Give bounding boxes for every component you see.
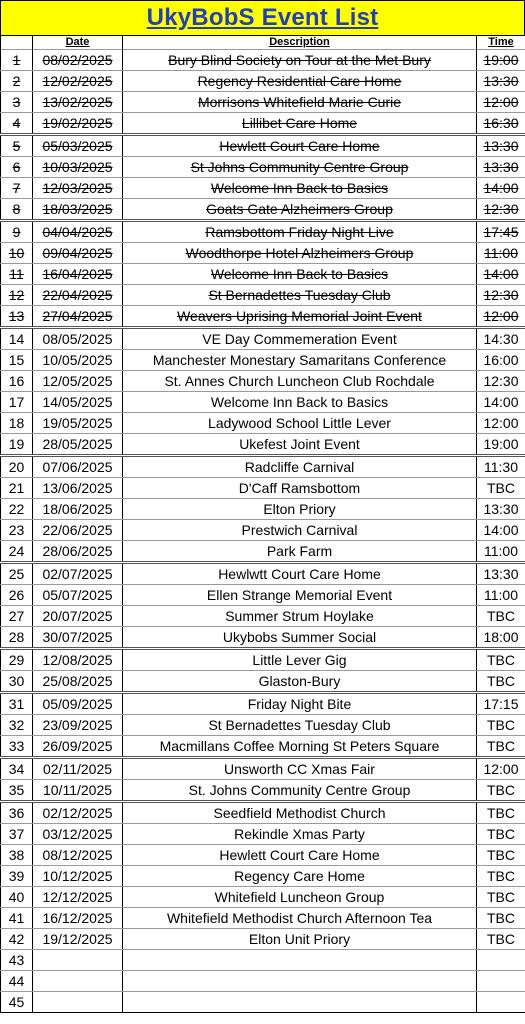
row-number: 30 (1, 671, 33, 693)
table-row (1, 328, 525, 350)
event-date: 28/06/2025 (33, 541, 123, 563)
table-row (1, 802, 525, 824)
event-date: 10/03/2025 (33, 157, 123, 178)
event-date: 02/12/2025 (33, 802, 123, 824)
row-number: 45 (1, 992, 33, 1013)
event-description: Little Lever Gig (123, 649, 477, 671)
row-number: 31 (1, 693, 33, 715)
row-number: 43 (1, 950, 33, 971)
event-description: Welcome Inn Back to Basics (123, 178, 477, 199)
event-date: 09/04/2025 (33, 243, 123, 264)
event-date: 02/11/2025 (33, 758, 123, 780)
table-row (1, 50, 525, 71)
row-number: 25 (1, 563, 33, 585)
event-description: Park Farm (123, 541, 477, 563)
event-time: 14:00 (477, 264, 525, 285)
row-number: 19 (1, 434, 33, 456)
row-number: 40 (1, 887, 33, 908)
table-row (1, 199, 525, 221)
table-row (1, 908, 525, 929)
table-row (1, 350, 525, 371)
event-time: TBC (477, 929, 525, 950)
row-number: 29 (1, 649, 33, 671)
event-description: Welcome Inn Back to Basics (123, 392, 477, 413)
row-number: 35 (1, 780, 33, 802)
row-number: 6 (1, 157, 33, 178)
event-description: St. Annes Church Luncheon Club Rochdale (123, 371, 477, 392)
event-date: 19/02/2025 (33, 113, 123, 135)
row-number: 20 (1, 456, 33, 478)
event-time: 14:00 (477, 392, 525, 413)
row-number: 34 (1, 758, 33, 780)
event-description: Hewlwtt Court Care Home (123, 563, 477, 585)
event-description: St Bernadettes Tuesday Club (123, 715, 477, 736)
event-description: D'Caff Ramsbottom (123, 478, 477, 499)
event-description: Ramsbottom Friday Night Live (123, 221, 477, 243)
table-row (1, 950, 525, 971)
table-row (1, 606, 525, 627)
event-date (33, 971, 123, 992)
row-number: 37 (1, 824, 33, 845)
event-time: 12:00 (477, 92, 525, 113)
event-time: 13:30 (477, 499, 525, 520)
event-date: 14/05/2025 (33, 392, 123, 413)
event-description: Manchester Monestary Samaritans Conference (123, 350, 477, 371)
event-date: 25/08/2025 (33, 671, 123, 693)
event-date: 28/05/2025 (33, 434, 123, 456)
table-row (1, 866, 525, 887)
event-description: Goats Gate Alzheimers Group (123, 199, 477, 221)
event-description: Macmillans Coffee Morning St Peters Square (123, 736, 477, 758)
table-row (1, 371, 525, 392)
event-date: 13/06/2025 (33, 478, 123, 499)
event-date: 05/09/2025 (33, 693, 123, 715)
row-number: 44 (1, 971, 33, 992)
event-description: Bury Blind Society on Tour at the Met Bury (123, 50, 477, 71)
table-row (1, 992, 525, 1013)
row-number: 13 (1, 306, 33, 328)
row-number: 12 (1, 285, 33, 306)
event-date: 08/05/2025 (33, 328, 123, 350)
event-time: 12:30 (477, 199, 525, 221)
table-row (1, 157, 525, 178)
event-time: TBC (477, 715, 525, 736)
event-date: 08/12/2025 (33, 845, 123, 866)
event-description: Ellen Strange Memorial Event (123, 585, 477, 606)
row-number: 36 (1, 802, 33, 824)
header-description: Description (123, 36, 477, 50)
event-description: St. Johns Community Centre Group (123, 780, 477, 802)
row-number: 10 (1, 243, 33, 264)
event-description: Friday Night Bite (123, 693, 477, 715)
table-row (1, 585, 525, 606)
event-date: 10/05/2025 (33, 350, 123, 371)
header-time: Time (477, 36, 525, 50)
table-row (1, 824, 525, 845)
table-row (1, 434, 525, 456)
table-row (1, 135, 525, 157)
event-description (123, 971, 477, 992)
event-time: 13:30 (477, 71, 525, 92)
event-time: 11:00 (477, 541, 525, 563)
event-time (477, 950, 525, 971)
event-time: TBC (477, 606, 525, 627)
event-date: 22/06/2025 (33, 520, 123, 541)
event-time: 12:00 (477, 306, 525, 328)
table-header-row (1, 36, 525, 50)
table-row (1, 113, 525, 135)
events-table-body (1, 50, 525, 1013)
event-time (477, 992, 525, 1013)
table-row (1, 221, 525, 243)
table-row (1, 499, 525, 520)
event-description: Seedfield Methodist Church (123, 802, 477, 824)
table-row (1, 456, 525, 478)
event-description: Regency Care Home (123, 866, 477, 887)
event-description: Hewlett Court Care Home (123, 845, 477, 866)
table-row (1, 243, 525, 264)
row-number: 5 (1, 135, 33, 157)
event-date: 13/02/2025 (33, 92, 123, 113)
header-number (1, 36, 33, 50)
event-date: 26/09/2025 (33, 736, 123, 758)
event-time: 12:30 (477, 371, 525, 392)
event-date: 08/02/2025 (33, 50, 123, 71)
row-number: 17 (1, 392, 33, 413)
event-description: Radcliffe Carnival (123, 456, 477, 478)
event-description: Ukybobs Summer Social (123, 627, 477, 649)
event-time: 13:30 (477, 135, 525, 157)
row-number: 4 (1, 113, 33, 135)
event-date: 18/03/2025 (33, 199, 123, 221)
table-row (1, 627, 525, 649)
row-number: 18 (1, 413, 33, 434)
event-time: TBC (477, 866, 525, 887)
event-description: Whitefield Methodist Church Afternoon Tea (123, 908, 477, 929)
table-row (1, 845, 525, 866)
event-time: 16:00 (477, 350, 525, 371)
event-date: 20/07/2025 (33, 606, 123, 627)
event-time: 16:30 (477, 113, 525, 135)
event-date: 03/12/2025 (33, 824, 123, 845)
event-date: 04/04/2025 (33, 221, 123, 243)
table-row (1, 71, 525, 92)
event-time: TBC (477, 887, 525, 908)
event-date: 05/03/2025 (33, 135, 123, 157)
event-time: 19:00 (477, 434, 525, 456)
event-description: Regency Residential Care Home (123, 71, 477, 92)
event-time: 11:00 (477, 243, 525, 264)
event-time: 11:30 (477, 456, 525, 478)
event-date: 12/03/2025 (33, 178, 123, 199)
event-date (33, 950, 123, 971)
event-date: 12/08/2025 (33, 649, 123, 671)
event-time: 19:00 (477, 50, 525, 71)
event-date: 10/11/2025 (33, 780, 123, 802)
table-row (1, 92, 525, 113)
event-description: Lillibet Care Home (123, 113, 477, 135)
table-row (1, 887, 525, 908)
row-number: 1 (1, 50, 33, 71)
event-date: 12/02/2025 (33, 71, 123, 92)
table-row (1, 671, 525, 693)
row-number: 28 (1, 627, 33, 649)
event-description: Summer Strum Hoylake (123, 606, 477, 627)
event-date: 30/07/2025 (33, 627, 123, 649)
event-time: TBC (477, 478, 525, 499)
table-row (1, 392, 525, 413)
event-description (123, 950, 477, 971)
row-number: 2 (1, 71, 33, 92)
table-row (1, 693, 525, 715)
event-date: 02/07/2025 (33, 563, 123, 585)
event-date: 18/06/2025 (33, 499, 123, 520)
table-row (1, 306, 525, 328)
table-row (1, 758, 525, 780)
table-row (1, 478, 525, 499)
event-time: 18:00 (477, 627, 525, 649)
event-date: 07/06/2025 (33, 456, 123, 478)
table-row (1, 178, 525, 199)
event-time: 12:00 (477, 758, 525, 780)
event-time: 13:30 (477, 157, 525, 178)
table-row (1, 971, 525, 992)
event-time: 17:15 (477, 693, 525, 715)
table-row (1, 736, 525, 758)
row-number: 23 (1, 520, 33, 541)
event-description: Glaston-Bury (123, 671, 477, 693)
row-number: 21 (1, 478, 33, 499)
event-date: 16/12/2025 (33, 908, 123, 929)
row-number: 16 (1, 371, 33, 392)
row-number: 38 (1, 845, 33, 866)
event-time: 12:00 (477, 413, 525, 434)
table-row (1, 285, 525, 306)
event-date (33, 992, 123, 1013)
table-row (1, 649, 525, 671)
event-time: 12:30 (477, 285, 525, 306)
table-row (1, 563, 525, 585)
row-number: 26 (1, 585, 33, 606)
row-number: 14 (1, 328, 33, 350)
event-description: Elton Priory (123, 499, 477, 520)
event-date: 27/04/2025 (33, 306, 123, 328)
table-row (1, 264, 525, 285)
event-date: 10/12/2025 (33, 866, 123, 887)
event-description: Unsworth CC Xmas Fair (123, 758, 477, 780)
row-number: 27 (1, 606, 33, 627)
row-number: 42 (1, 929, 33, 950)
event-time: 11:00 (477, 585, 525, 606)
event-description: VE Day Commemeration Event (123, 328, 477, 350)
event-time: TBC (477, 671, 525, 693)
event-time: 14:00 (477, 178, 525, 199)
table-row (1, 520, 525, 541)
event-description: Ladywood School Little Lever (123, 413, 477, 434)
row-number: 3 (1, 92, 33, 113)
row-number: 8 (1, 199, 33, 221)
page-title: UkyBobS Event List (146, 4, 379, 31)
event-description: Elton Unit Priory (123, 929, 477, 950)
row-number: 15 (1, 350, 33, 371)
event-description (123, 992, 477, 1013)
event-description: St Bernadettes Tuesday Club (123, 285, 477, 306)
event-description: Welcome Inn Back to Basics (123, 264, 477, 285)
event-description: Ukefest Joint Event (123, 434, 477, 456)
row-number: 33 (1, 736, 33, 758)
row-number: 39 (1, 866, 33, 887)
event-description: Hewlett Court Care Home (123, 135, 477, 157)
event-date: 12/12/2025 (33, 887, 123, 908)
table-row (1, 413, 525, 434)
event-date: 19/12/2025 (33, 929, 123, 950)
event-date: 23/09/2025 (33, 715, 123, 736)
event-time: TBC (477, 780, 525, 802)
event-time: TBC (477, 845, 525, 866)
table-row (1, 715, 525, 736)
event-time: 13:30 (477, 563, 525, 585)
row-number: 41 (1, 908, 33, 929)
event-time: TBC (477, 824, 525, 845)
table-row (1, 780, 525, 802)
event-time: TBC (477, 802, 525, 824)
row-number: 7 (1, 178, 33, 199)
event-description: Woodthorpe Hotel Alzheimers Group (123, 243, 477, 264)
row-number: 9 (1, 221, 33, 243)
event-time: TBC (477, 908, 525, 929)
event-date: 22/04/2025 (33, 285, 123, 306)
row-number: 11 (1, 264, 33, 285)
event-description: St Johns Community Centre Group (123, 157, 477, 178)
table-row (1, 929, 525, 950)
event-description: Whitefield Luncheon Group (123, 887, 477, 908)
event-time: 14:30 (477, 328, 525, 350)
table-row (1, 541, 525, 563)
event-time: TBC (477, 649, 525, 671)
event-date: 12/05/2025 (33, 371, 123, 392)
row-number: 22 (1, 499, 33, 520)
event-description: Rekindle Xmas Party (123, 824, 477, 845)
event-date: 05/07/2025 (33, 585, 123, 606)
event-time: TBC (477, 736, 525, 758)
title-banner (0, 0, 525, 36)
event-date: 19/05/2025 (33, 413, 123, 434)
events-table (0, 36, 525, 1013)
event-description: Morrisons Whitefield Marie Curie (123, 92, 477, 113)
event-description: Weavers Uprising Memorial Joint Event (123, 306, 477, 328)
event-date: 16/04/2025 (33, 264, 123, 285)
event-time (477, 971, 525, 992)
event-time: 17:45 (477, 221, 525, 243)
header-date: Date (33, 36, 123, 50)
event-description: Prestwich Carnival (123, 520, 477, 541)
row-number: 24 (1, 541, 33, 563)
row-number: 32 (1, 715, 33, 736)
event-time: 14:00 (477, 520, 525, 541)
